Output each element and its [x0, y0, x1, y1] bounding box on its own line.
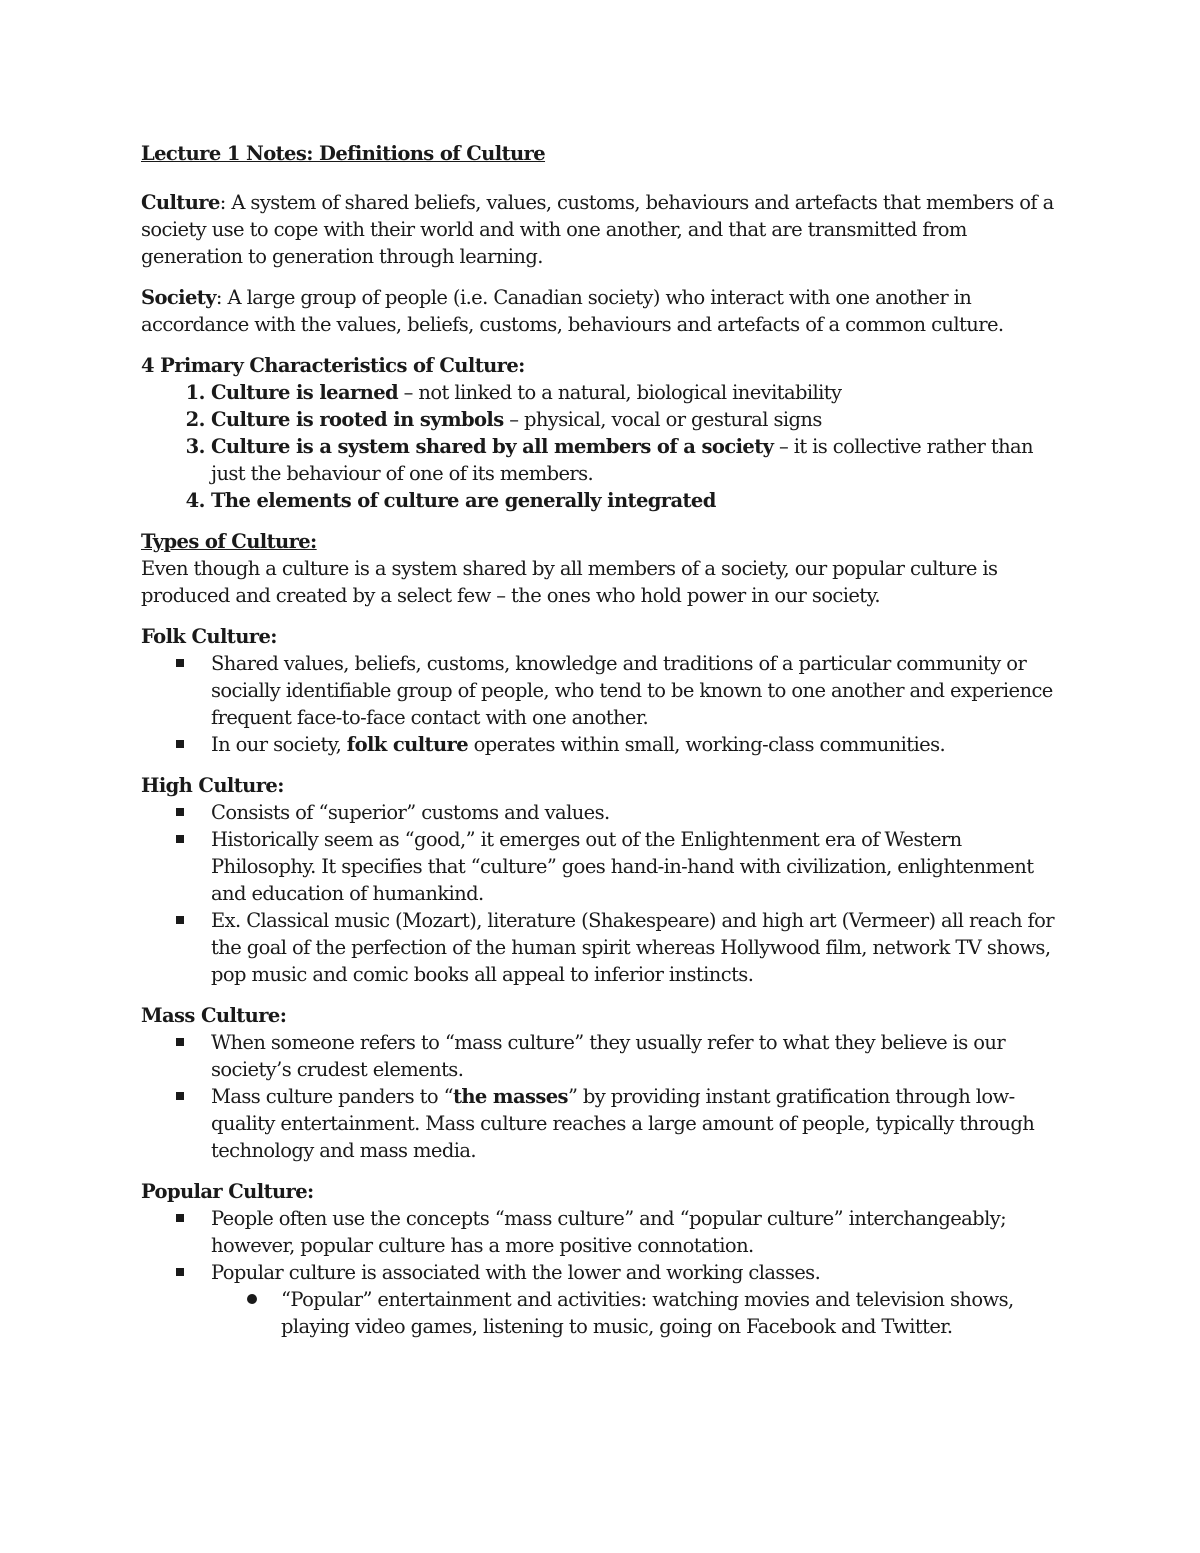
high-list [141, 799, 1071, 988]
item-text: Historically seem as “good,” it emerges out of the Enlightenment era of Western Philosophy. It specifies that “culture” goes hand-in-hand with civilization, enlightenment and education of humankind. [211, 828, 1034, 905]
item-text: Mass culture panders to “ [211, 1085, 453, 1108]
circle-bullet-icon [247, 1294, 257, 1304]
characteristics-list [141, 379, 1071, 514]
document-body [141, 140, 1071, 1354]
society-definition-text: : A large group of people (i.e. Canadian society) who interact with one another in accordance with the values, beliefs, customs, behaviours and artefacts of a common culture. [141, 286, 1004, 336]
list-item [211, 1259, 1071, 1340]
square-bullet-icon [176, 916, 184, 924]
item-text: Popular culture is associated with the lower and working classes. [211, 1261, 821, 1284]
list-item [211, 731, 1071, 758]
square-bullet-icon [176, 808, 184, 816]
item-bold: the masses [452, 1085, 568, 1108]
popular-list [141, 1205, 1071, 1340]
list-item [211, 907, 1071, 988]
list-item [211, 433, 1071, 487]
item-text: ” by providing instant gratification through low-quality entertainment. Mass culture reaches a large amount of people, typically through technology and mass media. [211, 1085, 1035, 1162]
types-heading: Types of Culture: [141, 530, 317, 553]
item-bold: Culture is rooted in symbols [211, 408, 504, 431]
mass-list [141, 1029, 1071, 1164]
folk-list [141, 650, 1071, 758]
list-item [211, 826, 1071, 907]
item-text: – physical, vocal or gestural signs [503, 408, 822, 431]
list-item [211, 1083, 1071, 1164]
types-text: Even though a culture is a system shared by all members of a society, our popular culture is produced and created by a select few – the ones who hold power in our society. [141, 557, 998, 607]
item-text: Consists of “superior” customs and values. [211, 801, 610, 824]
culture-term: Culture [141, 191, 220, 214]
item-bold: Culture is a system shared by all members of a society [211, 435, 774, 458]
item-text: In our society, [211, 733, 347, 756]
mass-heading: Mass Culture: [141, 1004, 287, 1027]
square-bullet-icon [176, 835, 184, 843]
square-bullet-icon [176, 1092, 184, 1100]
list-item [211, 487, 1071, 514]
popular-heading: Popular Culture: [141, 1180, 314, 1203]
culture-definition-text: : A system of shared beliefs, values, customs, behaviours and artefacts that members of a society use to cope with their world and with one another, and that are transmitted from generation to generation through learning. [141, 191, 1054, 268]
item-bold: The elements of culture are generally integrated [211, 489, 716, 512]
item-text: When someone refers to “mass culture” they usually refer to what they believe is our society’s crudest elements. [211, 1031, 1006, 1081]
list-item [281, 1286, 1071, 1340]
item-text: Shared values, beliefs, customs, knowledge and traditions of a particular community or socially identifiable group of people, who tend to be known to one another and experience frequent face-to-face contact with one another. [211, 652, 1053, 729]
square-bullet-icon [176, 740, 184, 748]
square-bullet-icon [176, 659, 184, 667]
item-bold: folk culture [346, 733, 469, 756]
list-item [211, 1029, 1071, 1083]
popular-sublist [211, 1286, 1071, 1340]
square-bullet-icon [176, 1268, 184, 1276]
list-item [211, 650, 1071, 731]
society-term: Society [141, 286, 216, 309]
list-item [211, 799, 1071, 826]
item-text: operates within small, working-class communities. [468, 733, 946, 756]
item-text: “Popular” entertainment and activities: watching movies and television shows, playing video games, listening to music, going on Facebook and Twitter. [281, 1288, 1014, 1338]
list-item [211, 379, 1071, 406]
item-text: Ex. Classical music (Mozart), literature (Shakespeare) and high art (Vermeer) all reach for the goal of the perfection of the human spirit whereas Hollywood film, network TV shows, pop music and comic books all appeal to inferior instincts. [211, 909, 1055, 986]
characteristics-heading: 4 Primary Characteristics of Culture: [141, 354, 525, 377]
list-item [211, 406, 1071, 433]
society-definition [141, 284, 1071, 338]
culture-definition [141, 189, 1071, 270]
item-text: – it is collective rather than just the behaviour of one of its members. [211, 435, 1034, 485]
item-text: – not linked to a natural, biological inevitability [398, 381, 842, 404]
square-bullet-icon [176, 1214, 184, 1222]
high-heading: High Culture: [141, 774, 284, 797]
page-title: Lecture 1 Notes: Definitions of Culture [141, 142, 546, 165]
folk-heading: Folk Culture: [141, 625, 277, 648]
item-bold: Culture is learned [211, 381, 399, 404]
item-text: People often use the concepts “mass culture” and “popular culture” interchangeably; however, popular culture has a more positive connotation. [211, 1207, 1007, 1257]
list-item [211, 1205, 1071, 1259]
square-bullet-icon [176, 1038, 184, 1046]
